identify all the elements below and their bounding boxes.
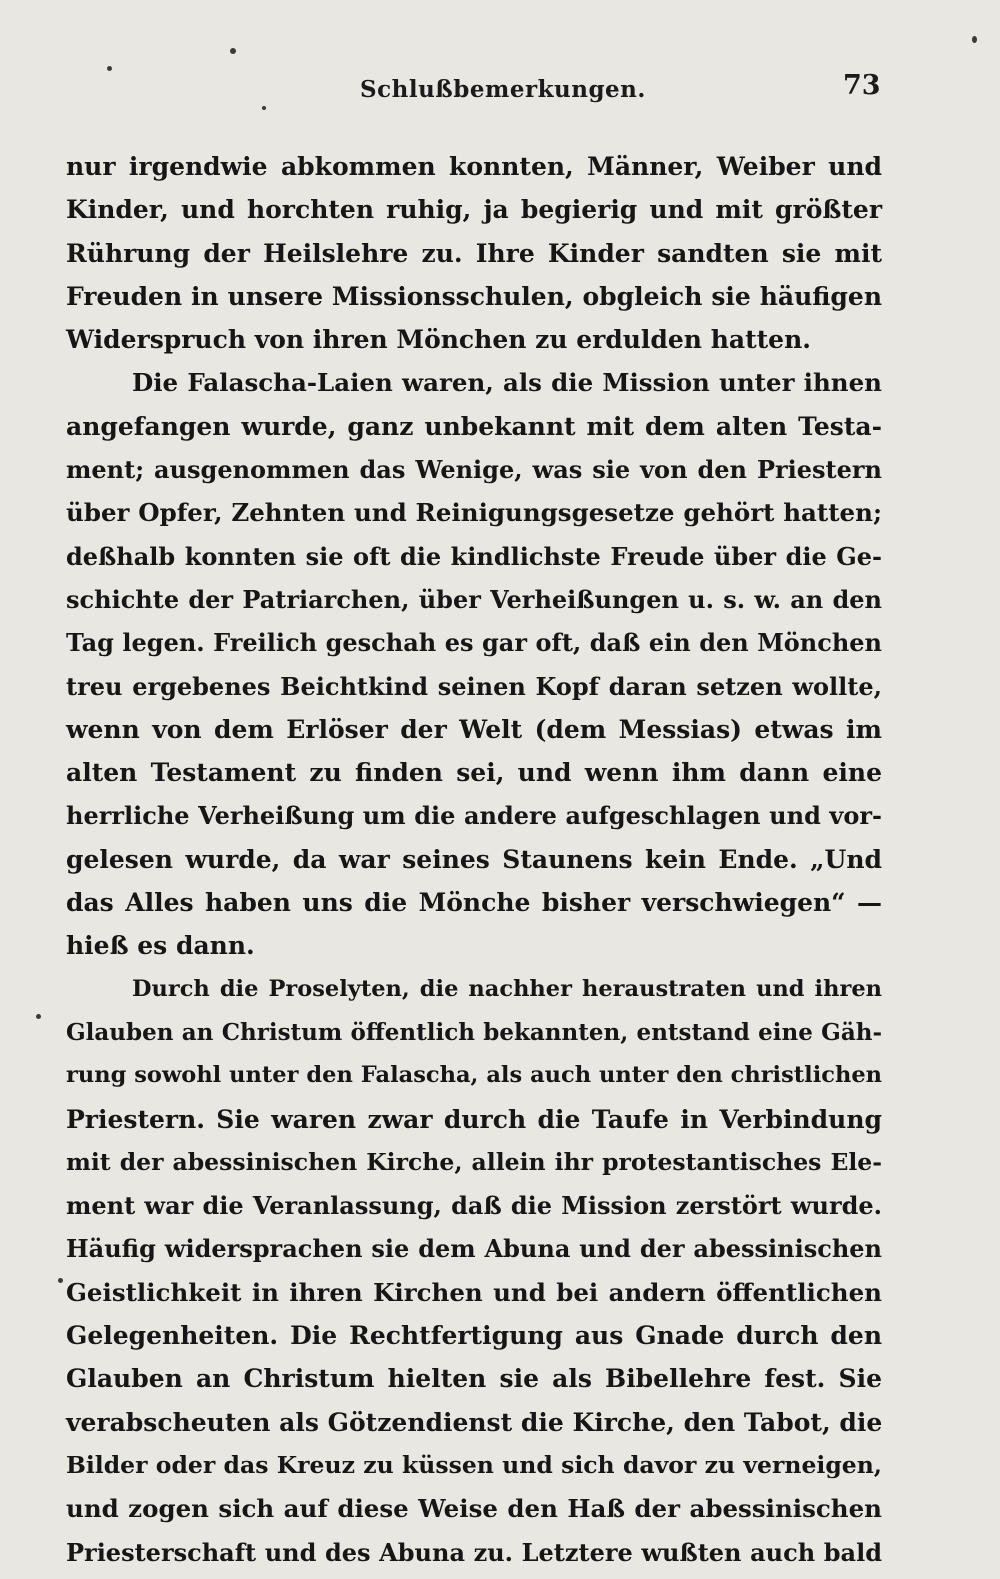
text-line: Priestern. Sie waren zwar durch die Taufe in Verbindung <box>66 1104 882 1134</box>
text-line: Tag legen. Freilich geschah es gar oft, daß ein den Mönchen <box>66 628 882 658</box>
text-line: das Alles haben uns die Mönche bisher verschwiegen“ — <box>66 888 882 918</box>
text-line: Freuden in unsere Missionsschulen, obgleich sie häufigen <box>66 281 882 311</box>
page-number: 73 <box>843 70 881 101</box>
text-line: Widerspruch von ihren Mönchen zu erdulden hatten. <box>66 325 811 355</box>
paper-speck <box>36 1014 41 1019</box>
text-line: Gelegenheiten. Die Rechtfertigung aus Gnade durch den <box>66 1321 882 1351</box>
paragraph-1 <box>66 145 882 361</box>
text-line: hieß es dann. <box>66 931 255 961</box>
text-line: und zogen sich auf diese Weise den Haß der abessinischen <box>66 1494 882 1524</box>
text-line: Geistlichkeit in ihren Kirchen und bei andern öffentlichen <box>66 1277 882 1307</box>
page-header <box>0 70 1000 110</box>
text-line: Die Falascha-Laien waren, als die Mission unter ihnen <box>132 368 882 398</box>
text-line: verabscheuten als Götzendienst die Kirche, den Tabot, die <box>66 1407 883 1437</box>
text-line: Durch die Proselyten, die nachher heraustraten und ihren <box>132 975 882 1002</box>
text-line: Rührung der Heilslehre zu. Ihre Kinder sandten sie mit <box>66 238 882 268</box>
paper-speck <box>230 48 236 54</box>
text-line: deßhalb konnten sie oft die kindlichste Freude über die Ge- <box>66 541 882 571</box>
text-line: treu ergebenes Beichtkind seinen Kopf daran setzen wollte, <box>66 671 882 701</box>
text-line: Priesterschaft und des Abuna zu. Letztere wußten auch bald <box>66 1537 882 1567</box>
text-line: rung sowohl unter den Falascha, als auch unter den christlichen <box>66 1062 882 1089</box>
text-line: schichte der Patriarchen, über Verheißungen u. s. w. an den <box>66 584 882 614</box>
text-line: Glauben an Christum öffentlich bekannten, entstand eine Gäh- <box>66 1018 882 1046</box>
text-line: angefangen wurde, ganz unbekannt mit dem alten Testa- <box>66 411 882 441</box>
paper-speck <box>972 36 977 43</box>
text-line: mit der abessinischen Kirche, allein ihr protestantisches Ele- <box>66 1147 882 1176</box>
text-line: alten Testament zu finden sei, und wenn ihm dann eine <box>66 758 882 788</box>
text-line: gelesen wurde, da war seines Staunens kein Ende. „Und <box>66 844 882 874</box>
text-line: Bilder oder das Kreuz zu küssen und sich davor zu verneigen, <box>66 1450 882 1479</box>
text-line: ment; ausgenommen das Wenige, was sie von den Priestern <box>66 455 882 485</box>
paper-speck <box>58 1278 63 1283</box>
text-line: Glauben an Christum hielten sie als Bibellehre fest. Sie <box>66 1364 882 1394</box>
running-title: Schlußbemerkungen. <box>360 76 646 103</box>
text-line: Häufig widersprachen sie dem Abuna und der abessinischen <box>66 1234 882 1264</box>
text-body <box>66 145 882 1574</box>
text-line: ment war die Veranlassung, daß die Mission zerstört wurde. <box>66 1191 882 1221</box>
paragraph-3 <box>66 968 882 1574</box>
text-line: herrliche Verheißung um die andere aufgeschlagen und vor- <box>66 801 882 831</box>
text-line: wenn von dem Erlöser der Welt (dem Messias) etwas im <box>66 714 882 744</box>
text-line: über Opfer, Zehnten und Reinigungsgesetze gehört hatten; <box>66 498 882 528</box>
text-line: nur irgendwie abkommen konnten, Männer, Weiber und <box>66 152 882 181</box>
text-line: Kinder, und horchten ruhig, ja begierig und mit größter <box>66 195 882 225</box>
paragraph-2 <box>66 361 882 967</box>
